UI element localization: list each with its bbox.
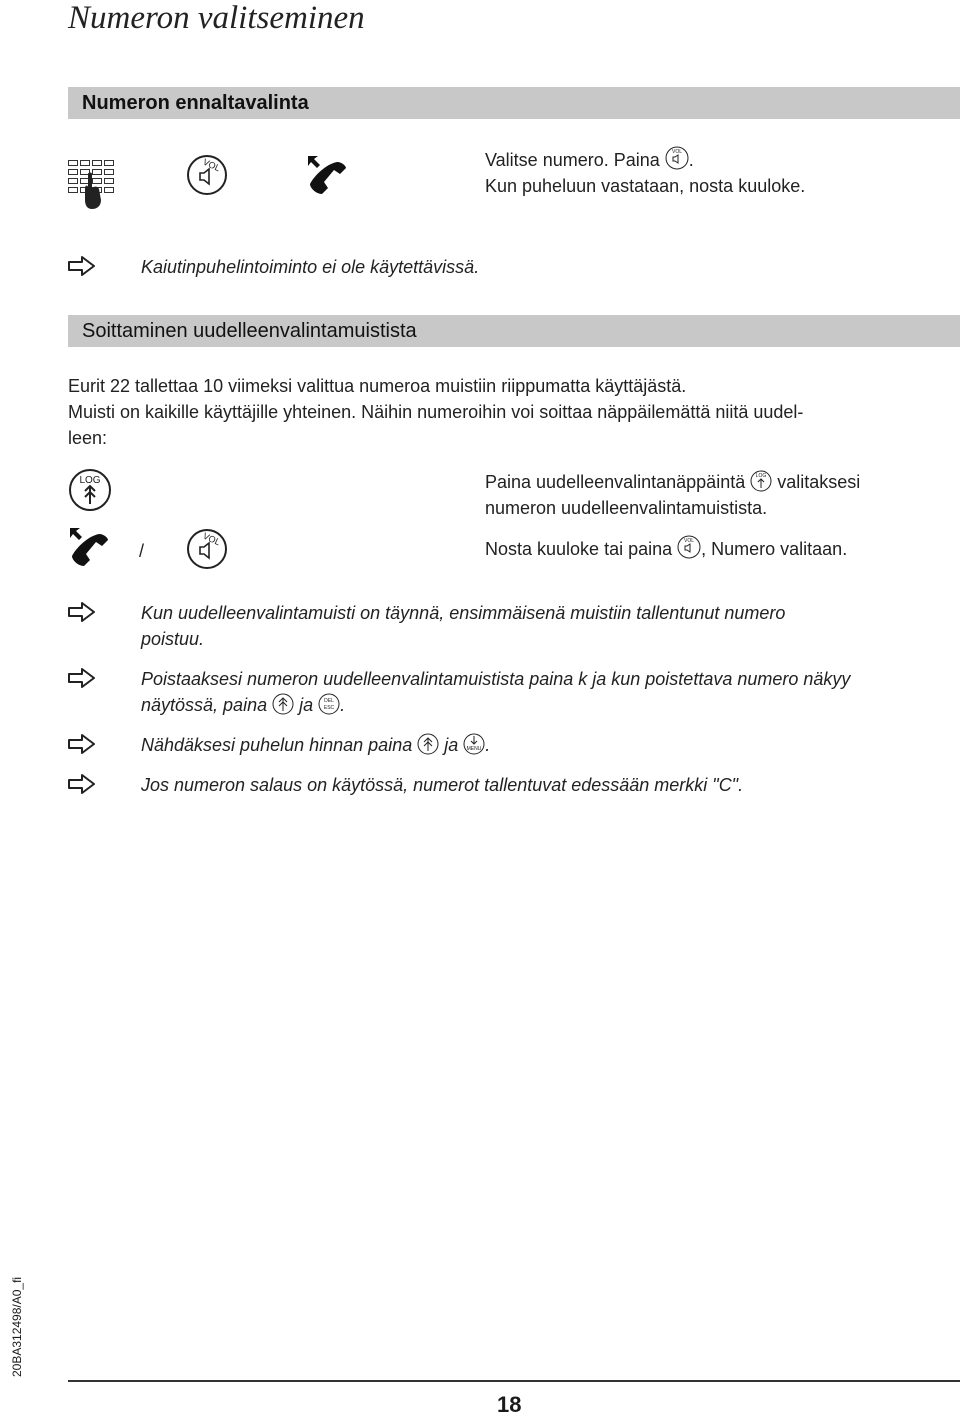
note-arrow-icon — [68, 774, 96, 794]
separator-slash: / — [139, 541, 145, 561]
handset-lift-icon — [66, 526, 110, 577]
svg-text:ESC: ESC — [323, 705, 335, 711]
document-reference: 20BA312498/A0_fi — [10, 1276, 24, 1377]
note-arrow-icon — [68, 256, 96, 276]
keypad-icon — [68, 160, 116, 210]
menu-key-icon — [463, 733, 485, 755]
vol-speaker-icon — [677, 535, 701, 559]
log-redial-icon — [68, 468, 112, 517]
page-number: 18 — [497, 1392, 522, 1417]
note-memory-full-line2: poistuu. — [141, 629, 205, 649]
log-redial-icon — [750, 470, 772, 492]
vol-speaker-icon — [665, 146, 689, 170]
step-press-redial-line2: numeron uudelleenvalintamuistista. — [485, 498, 768, 518]
note-speakerphone-unavailable: Kaiutinpuhelintoiminto ei ole käytettävissä. — [141, 257, 480, 277]
section-heading-preselection: Numeron ennaltavalinta — [68, 87, 960, 119]
vol-speaker-icon — [186, 154, 228, 201]
svg-text:VOL: VOL — [201, 156, 222, 174]
svg-text:VOL: VOL — [201, 530, 222, 548]
svg-text:MENU: MENU — [466, 746, 482, 752]
step-press-redial: Paina uudelleenvalintanäppäintä LOG valitaksesi — [485, 472, 861, 492]
note-arrow-icon — [68, 734, 96, 754]
note-call-cost: Nähdäksesi puhelun hinnan paina ja MENU . — [141, 735, 491, 755]
note-arrow-icon — [68, 602, 96, 622]
note-arrow-icon — [68, 668, 96, 688]
svg-text:VOL: VOL — [684, 538, 695, 544]
section-heading-redial: Soittaminen uudelleenvalintamuistista — [68, 315, 960, 347]
svg-text:LOG: LOG — [79, 475, 101, 486]
svg-text:VOL: VOL — [671, 149, 682, 155]
vol-speaker-icon — [186, 528, 228, 575]
up-arrow-key-icon — [272, 693, 294, 715]
intro-line-2: Muisti on kaikille käyttäjille yhteinen. Näihin numeroihin voi soittaa näppäilemättä niitä uudel- — [68, 402, 804, 422]
note-number-masking: Jos numeron salaus on käytössä, numerot tallentuvat edessään merkki "C". — [141, 775, 744, 795]
step-lift-or-press: Nosta kuuloke tai paina VOL , Numero valitaan. — [485, 535, 847, 562]
note-memory-full-line1: Kun uudelleenvalintamuisti on täynnä, ensimmäisenä muistiin tallentunut numero — [141, 603, 786, 623]
note-delete-line2: näytössä, paina ja DEL ESC . — [141, 695, 346, 715]
step-lift-handset: Kun puheluun vastataan, nosta kuuloke. — [485, 176, 806, 196]
up-arrow-key-icon — [417, 733, 439, 755]
handset-lift-icon — [304, 154, 348, 205]
page-title: Numeron valitseminen — [68, 0, 365, 36]
note-delete-line1: Poistaaksesi numeron uudelleenvalintamuistista paina k ja kun poistettava numero näkyy — [141, 669, 851, 689]
intro-line-3: leen: — [68, 428, 108, 448]
intro-line-1: Eurit 22 tallettaa 10 viimeksi valittua numeroa muistiin riippumatta käyttäjästä. — [68, 376, 687, 396]
esc-key-icon — [318, 693, 340, 715]
step-select-number: Valitse numero. Paina VOL . — [485, 146, 694, 173]
svg-text:LOG: LOG — [755, 473, 767, 479]
footer-divider — [68, 1380, 960, 1382]
svg-text:DEL: DEL — [324, 698, 334, 704]
